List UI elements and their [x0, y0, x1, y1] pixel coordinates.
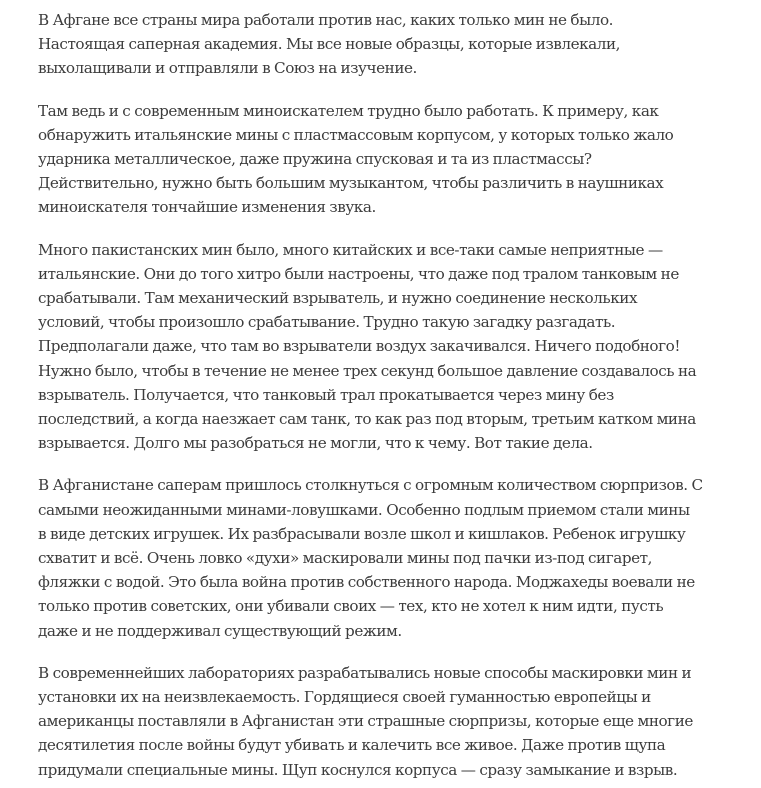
text-line: В современнейших лабораториях разрабатывались новые способы маскировки мин и: [38, 663, 692, 682]
text-line: Много пакистанских мин было, много китайских и все-таки самые неприятные —: [38, 240, 663, 259]
text-line: последствий, а когда наезжает сам танк, то как раз под вторым, третьим катком мина: [38, 410, 696, 429]
text-line: взрыватель. Получается, что танковый трал прокатывается через мину без: [38, 385, 614, 404]
text-line: фляжки с водой. Это была война против собственного народа. Моджахеды воевали не: [38, 573, 695, 592]
text-line: только против советских, они убивали своих — тех, кто не хотел к ним идти, пусть: [38, 597, 664, 616]
text-line: Настоящая саперная академия. Мы все новые образцы, которые извлекали,: [38, 35, 621, 54]
text-line: Действительно, нужно быть большим музыкантом, чтобы различить в наушниках: [38, 174, 664, 193]
paragraph-5: [38, 661, 738, 782]
text-line: итальянские. Они до того хитро были настроены, что даже под тралом танковым не: [38, 264, 679, 283]
text-line: американцы поставляли в Афганистан эти страшные сюрпризы, которые еще многие: [38, 712, 693, 731]
text-line: обнаружить итальянские мины с пластмассовым корпусом, у которых только жало: [38, 125, 674, 144]
text-line: Предполагали даже, что там во взрыватели воздух закачивался. Ничего подобного!: [38, 337, 680, 356]
paragraph-3: [38, 238, 738, 456]
text-line: В Афгане все страны мира работали против нас, каких только мин не было.: [38, 11, 614, 29]
text-line: установки их на неизвлекаемость. Гордящиеся своей гуманностью европейцы и: [38, 688, 651, 707]
text-line: самыми неожиданными минами-ловушками. Особенно подлым приемом стали мины: [38, 500, 690, 519]
text-line: придумали специальные мины. Щуп коснулся корпуса — сразу замыкание и взрыв.: [38, 760, 678, 779]
text-line: Там ведь и с современным миноискателем трудно было работать. К примеру, как: [38, 101, 659, 120]
text-line: взрывается. Долго мы разобраться не могли, что к чему. Вот такие дела.: [38, 434, 593, 453]
paragraph-4: [38, 473, 738, 642]
text-line: даже и не поддерживал существующий режим.: [38, 621, 402, 640]
text-line: десятилетия после войны будут убивать и калечить все живое. Даже против щупа: [38, 736, 666, 755]
text-line: в виде детских игрушек. Их разбрасывали возле школ и кишлаков. Ребенок игрушку: [38, 524, 686, 543]
paragraph-2: [38, 99, 738, 220]
text-line: миноискателя тончайшие изменения звука.: [38, 198, 376, 217]
text-line: В Афганистане саперам пришлось столкнуться с огромным количеством сюрпризов. С: [38, 476, 703, 495]
text-line: схватит и всё. Очень ловко «духи» маскировали мины под пачки из-под сигарет,: [38, 549, 652, 568]
text-line: Нужно было, чтобы в течение не менее трех секунд большое давление создавалось на: [38, 361, 697, 380]
paragraph-1: [38, 8, 738, 81]
text-line: ударника металлическое, даже пружина спусковая и та из пластмассы?: [38, 150, 592, 169]
text-line: выхолащивали и отправляли в Союз на изучение.: [38, 59, 417, 78]
text-line: срабатывали. Там механический взрыватель, и нужно соединение нескольких: [38, 289, 638, 308]
text-line: условий, чтобы произошло срабатывание. Трудно такую загадку разгадать.: [38, 313, 616, 332]
